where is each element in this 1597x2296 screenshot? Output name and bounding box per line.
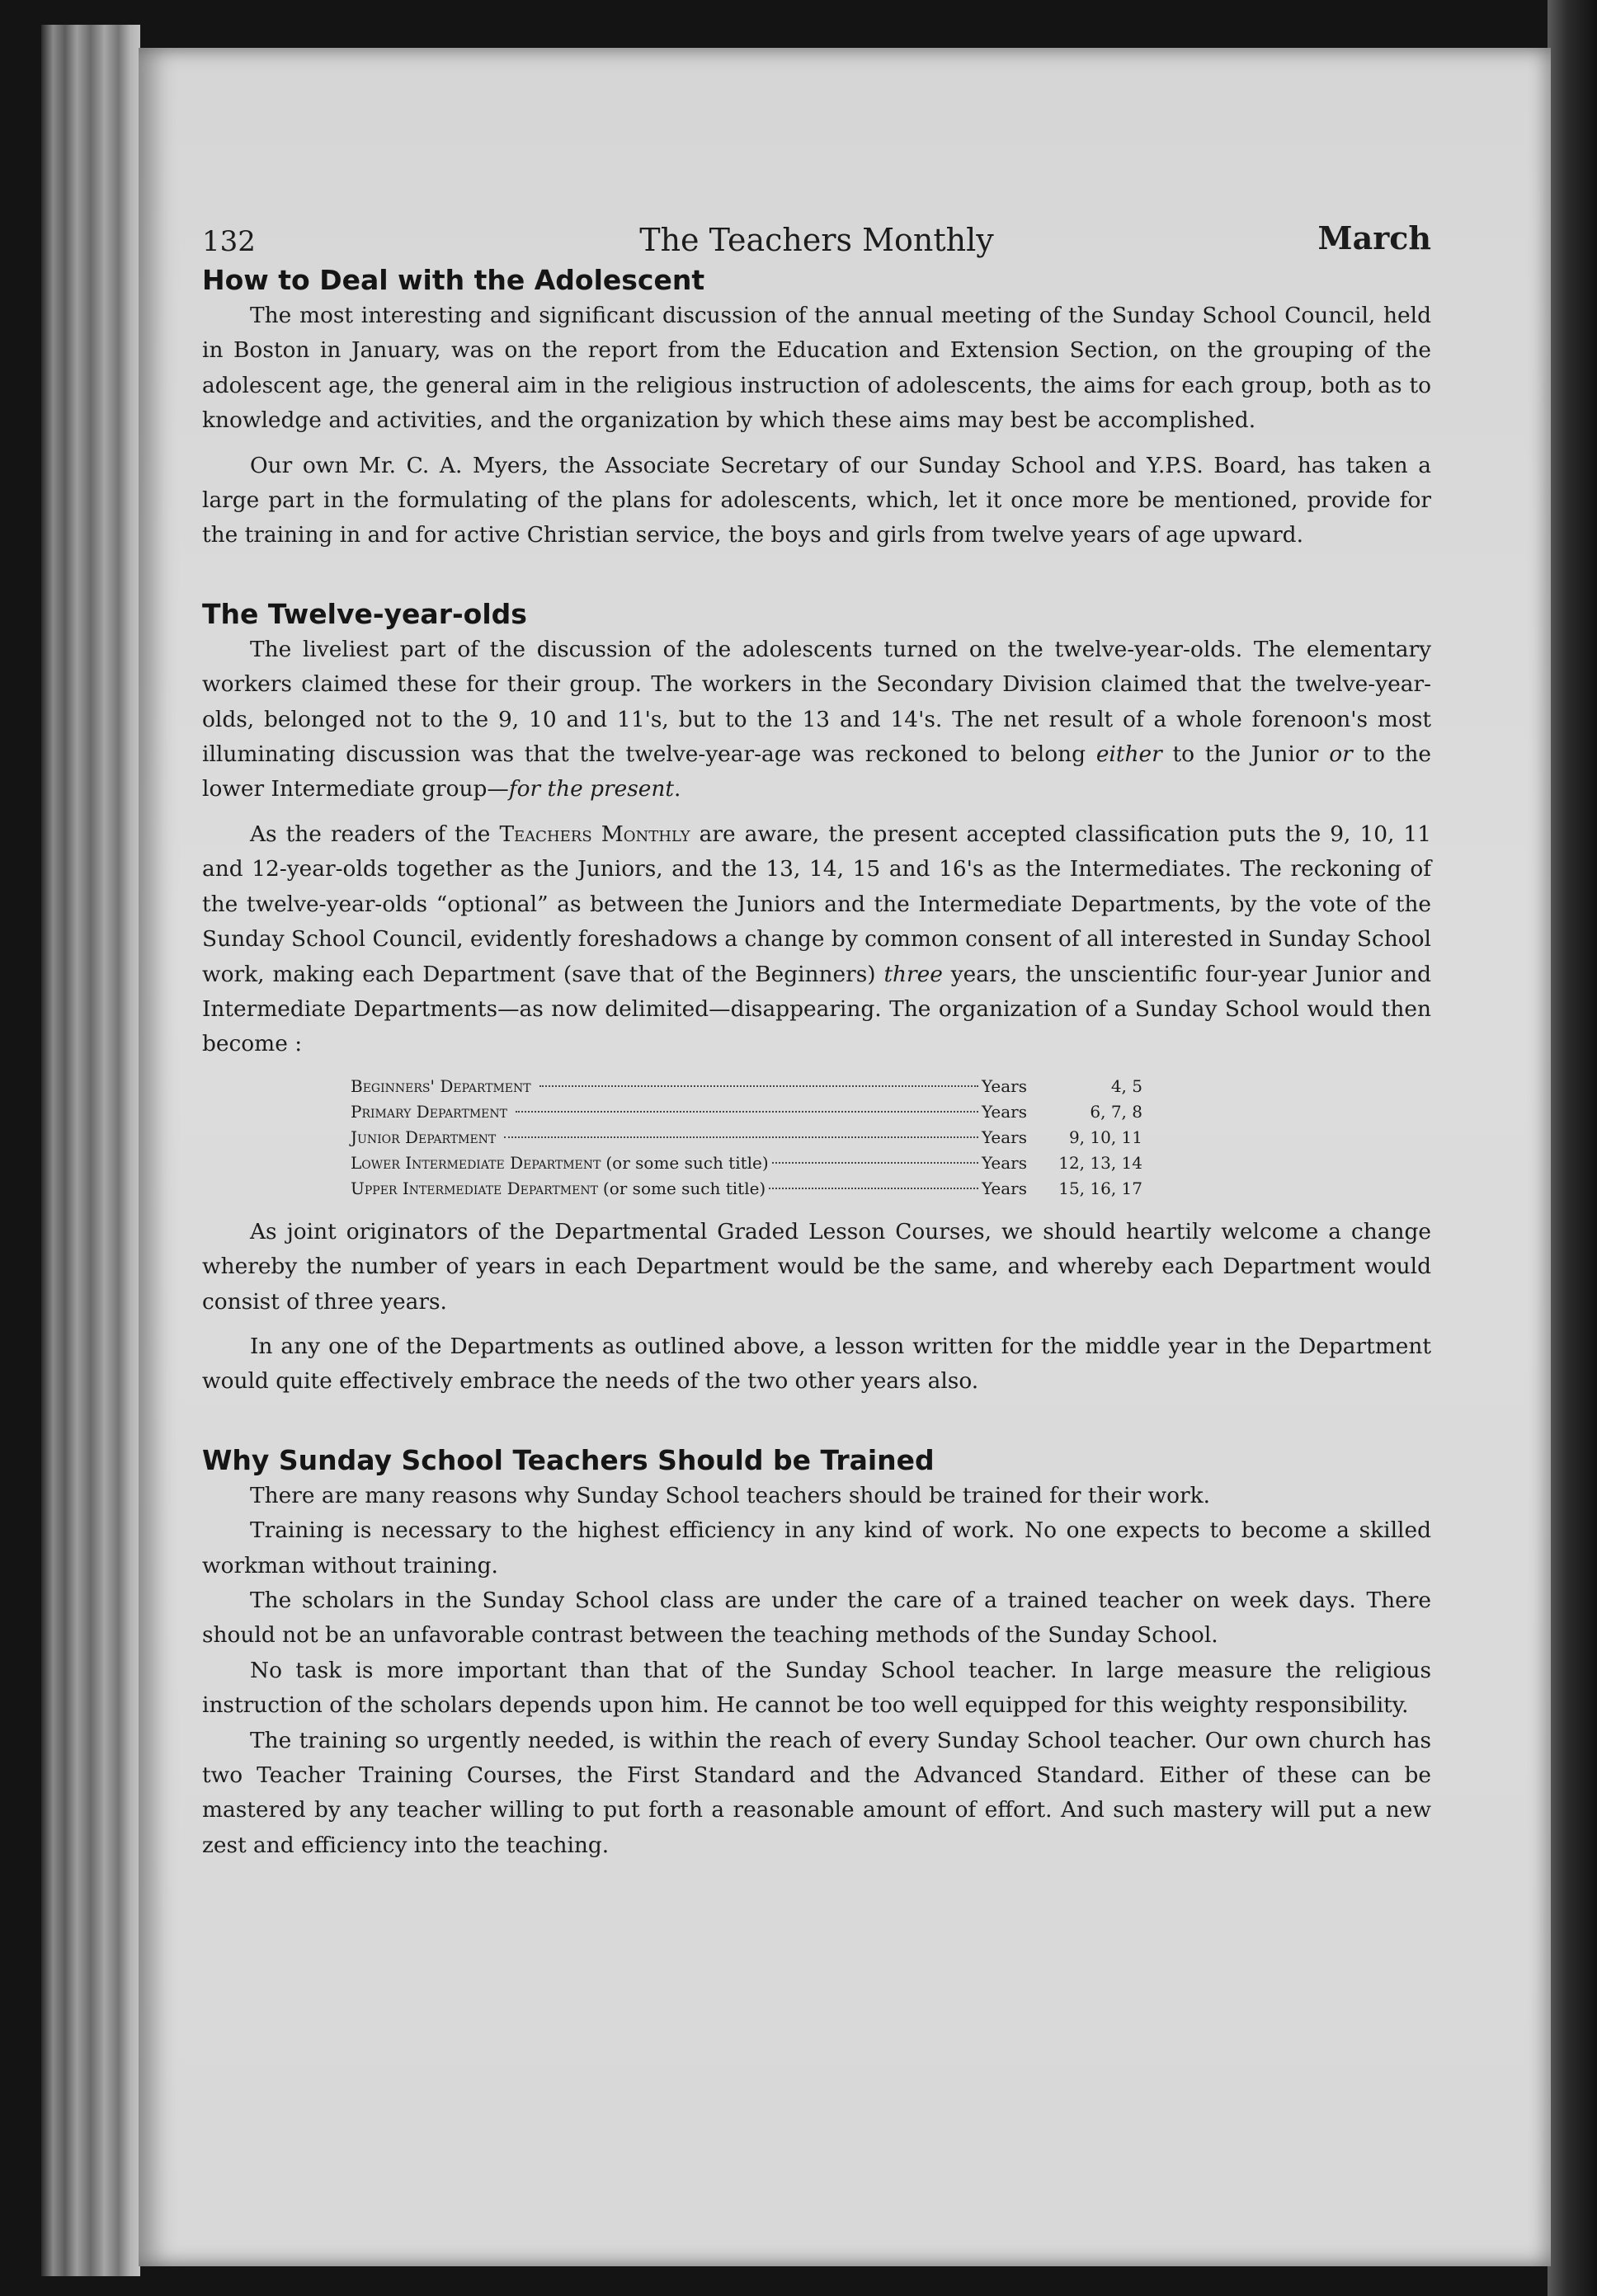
department-row <box>351 1125 1142 1150</box>
department-ages: 9, 10, 11 <box>1068 1127 1142 1147</box>
paragraph: No task is more important than that of the Sunday School teacher. In large measure the religious instruction of the scholars depends upon him. He cannot be too well equipped for this weighty responsibility. <box>202 1657 1431 1719</box>
text-run: to the Junior <box>1172 741 1319 768</box>
paragraph: There are many reasons why Sunday School teachers should be trained for their work. <box>250 1482 1210 1508</box>
years-label: Years <box>981 1075 1027 1096</box>
paragraph: Our own Mr. C. A. Myers, the Associate Secretary of our Sunday School and Y.P.S. Board, has taken a large part in the formulating of the plans for adolescents, which, let it once more be mentioned, provide for the training in and for active Christian service, the boys and girls from twelve years of age upward. <box>202 452 1431 548</box>
dot-leader <box>516 1111 978 1113</box>
emphasis: three <box>883 961 943 987</box>
years-label: Years <box>981 1178 1027 1198</box>
years-label: Years <box>981 1152 1027 1173</box>
paragraph <box>202 633 1431 807</box>
text-run: . <box>673 776 681 802</box>
running-head <box>202 206 1431 256</box>
dot-leader <box>539 1085 978 1087</box>
department-name: Primary Department <box>351 1101 507 1122</box>
paragraph: The training so urgently needed, is within the reach of every Sunday School teacher. Our own church has two Teacher Training Courses, the First Standard and the Advanced Standard. Either of these can be mastered by any teacher willing to put forth a reasonable amount of effort. And such mastery will put a new zest and efficiency into the teaching. <box>202 1727 1431 1858</box>
department-ages: 4, 5 <box>1110 1075 1142 1096</box>
emphasis: or <box>1329 741 1353 768</box>
dot-leader <box>772 1162 978 1164</box>
years-label: Years <box>981 1101 1027 1122</box>
years-label: Years <box>981 1127 1027 1147</box>
paragraph: In any one of the Departments as outlined above, a lesson written for the middle year in the Department would quite effectively embrace the needs of the two other years also. <box>202 1333 1431 1395</box>
department-note: (or some such title) <box>605 1152 769 1173</box>
text-run: As the readers of the <box>250 821 491 847</box>
paragraph: The scholars in the Sunday School class are under the care of a trained teacher on week days. There should not be an unfavorable contrast between the teaching methods of the Sunday School. <box>202 1587 1431 1649</box>
department-row <box>351 1150 1142 1176</box>
text-run: The liveliest part of the discussion of the adolescents turned on the twelve-year-olds. The elementary workers claimed these for their group. The workers in the Secondary Division claimed that the twelve-year-olds, belonged not to the 9, 10 and 11's, but to the 13 and 14's. The net result of a whole forenoon's most illuminating discussion was that the twelve-year-age was reckoned to belong <box>202 636 1431 768</box>
department-ages: 12, 13, 14 <box>1058 1152 1142 1173</box>
dot-leader <box>504 1136 978 1138</box>
emphasis: for the present <box>508 776 674 802</box>
book-binding <box>41 25 140 2276</box>
section-heading-adolescent: How to Deal with the Adolescent <box>202 264 705 296</box>
running-title: The Teachers Monthly <box>639 222 994 258</box>
paragraph: The most interesting and significant discussion of the annual meeting of the Sunday School Council, held in Boston in January, was on the report from the Education and Extension Section, on the grouping of the adolescent age, the general aim in the religious instruction of adolescents, the aims for each group, both as to knowledge and activities, and the organization by which these aims may best be accomplished. <box>202 303 1431 434</box>
text-run: are aware, the present accepted classification puts the 9, 10, 11 and 12-year-olds together as the Juniors, and the 13, 14, 15 and 16's as the Intermediates. The reckoning of the twelve-year-olds “optional” as between the Juniors and the Intermediate Departments, by the vote of the Sunday School Council, evidently foreshadows a change by common consent of all interested in Sunday School work, making each Department (save that of the Beginners) <box>202 821 1432 987</box>
text-run: to the lower Intermediate group— <box>202 741 1432 802</box>
dot-leader <box>769 1188 978 1189</box>
section-heading-twelve-year-olds: The Twelve-year-olds <box>202 597 527 630</box>
page-content <box>202 206 1431 1863</box>
running-month: March <box>1317 219 1431 256</box>
department-table <box>351 1074 1142 1202</box>
department-row <box>351 1099 1142 1125</box>
department-name: Junior Department <box>351 1127 497 1147</box>
paragraph: As joint originators of the Departmental Graded Lesson Courses, we should heartily welcome a change whereby the number of years in each Department would be the same, and whereby each Department would consist of three years. <box>202 1218 1431 1315</box>
department-name: Upper Intermediate Department <box>351 1178 598 1198</box>
page-number: 132 <box>202 225 256 258</box>
magazine-name: Teachers Monthly <box>499 821 690 847</box>
section-heading-teacher-training: Why Sunday School Teachers Should be Trained <box>202 1443 935 1476</box>
department-name: Beginners' Department <box>351 1075 531 1096</box>
department-row <box>351 1176 1142 1202</box>
film-edge <box>1548 0 1597 2296</box>
department-ages: 6, 7, 8 <box>1090 1101 1142 1122</box>
department-row <box>351 1074 1142 1099</box>
text-run: years, the unscientific four-year Junior and Intermediate Departments—as now delimited—disappearing. The organization of a Sunday School would then become : <box>202 961 1431 1057</box>
paragraph <box>202 817 1431 1062</box>
emphasis: either <box>1095 741 1162 768</box>
department-note: (or some such title) <box>602 1178 766 1198</box>
paragraph: Training is necessary to the highest efficiency in any kind of work. No one expects to become a skilled workman without training. <box>202 1517 1431 1578</box>
department-ages: 15, 16, 17 <box>1058 1178 1142 1198</box>
department-name: Lower Intermediate Department <box>351 1152 601 1173</box>
